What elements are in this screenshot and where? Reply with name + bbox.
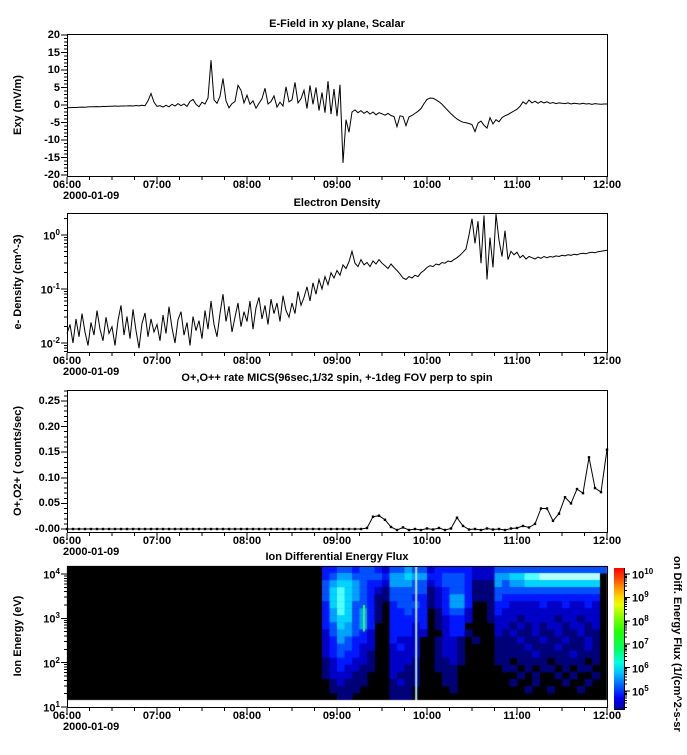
data-marker (348, 528, 350, 530)
x-tick-label: 10:00 (412, 355, 442, 367)
data-marker (600, 491, 602, 493)
data-marker (606, 448, 608, 450)
data-marker (180, 528, 182, 530)
data-marker (318, 528, 320, 530)
data-marker (216, 528, 218, 530)
x-tick-label: 08:00 (232, 535, 262, 547)
panel4-title: Ion Differential Energy Flux (265, 551, 409, 563)
data-marker (168, 528, 170, 530)
efield-trace (67, 60, 607, 163)
panel3-title: O+,O++ rate MICS(96sec,1/32 spin, +-1deg FOV perp to spin (181, 372, 493, 384)
colorbar-tick-label: $10^6$ (632, 660, 649, 676)
data-marker (558, 512, 560, 514)
data-marker (252, 528, 254, 530)
x-tick-label: 09:00 (322, 179, 352, 191)
x-tick-label: 07:00 (142, 710, 172, 722)
data-marker (228, 528, 230, 530)
x-tick-label: 07:00 (142, 355, 172, 367)
data-marker (372, 516, 374, 518)
data-marker (174, 528, 176, 530)
oplus-rate-trace (67, 450, 607, 530)
data-marker (96, 528, 98, 530)
data-marker (276, 528, 278, 530)
panel2-title: Electron Density (293, 197, 381, 209)
data-marker (468, 528, 470, 530)
data-marker (222, 528, 224, 530)
y-tick-label: 20 (47, 29, 60, 41)
x-tick-label: 12:00 (592, 355, 622, 367)
y-tick-label: -0.00 (34, 523, 60, 535)
data-marker (240, 528, 242, 530)
data-marker (90, 528, 92, 530)
x-tick-label: 12:00 (592, 710, 622, 722)
data-marker (516, 527, 518, 529)
panel4-ylabel: Ion Energy (eV) (12, 595, 24, 677)
data-marker (342, 528, 344, 530)
data-marker (186, 528, 188, 530)
data-marker (336, 528, 338, 530)
data-marker (492, 528, 494, 530)
data-marker (534, 523, 536, 525)
data-marker (210, 528, 212, 530)
data-marker (198, 528, 200, 530)
data-marker (474, 528, 476, 530)
data-marker (570, 502, 572, 504)
y-tick-label: 0 (53, 99, 60, 111)
data-marker (498, 528, 500, 530)
y-tick-label: $10^{-1}$ (40, 282, 60, 297)
x-tick-label: 08:00 (232, 179, 262, 191)
data-marker (456, 517, 458, 519)
data-marker (270, 528, 272, 530)
y-tick-label: $10^3$ (43, 611, 60, 626)
data-marker (426, 527, 428, 529)
x-tick-label: 07:00 (142, 179, 172, 191)
y-tick-label: 0.05 (38, 497, 60, 510)
data-marker (150, 528, 152, 530)
colorbar-tick-label: $10^{10}$ (632, 567, 654, 582)
y-tick-label: -5 (50, 116, 60, 129)
data-marker (108, 528, 110, 530)
x-tick-label: 07:00 (142, 535, 172, 547)
y-tick-label: 0.25 (38, 395, 60, 407)
colorbar (614, 568, 624, 709)
data-marker (282, 528, 284, 530)
data-marker (156, 528, 158, 530)
data-marker (540, 507, 542, 509)
data-marker (486, 527, 488, 529)
data-marker (120, 528, 122, 530)
date-label: 2000-01-09 (63, 721, 120, 733)
data-marker (528, 526, 530, 528)
data-marker (414, 528, 416, 530)
y-tick-label: $10^1$ (43, 699, 60, 715)
data-marker (552, 520, 554, 522)
panel1-title: E-Field in xy plane, Scalar (269, 18, 405, 30)
data-marker (444, 529, 446, 531)
data-marker (438, 527, 440, 529)
x-tick-label: 06:00 (52, 710, 82, 722)
x-tick-label: 12:00 (592, 535, 622, 547)
x-tick-label: 11:00 (503, 179, 531, 191)
y-tick-label: 0.10 (38, 471, 60, 484)
x-tick-label: 10:00 (412, 535, 442, 547)
colorbar-tick-label: $10^8$ (632, 613, 649, 629)
data-marker (300, 528, 302, 530)
x-tick-label: 06:00 (52, 179, 82, 191)
data-marker (378, 514, 380, 516)
x-tick-label: 09:00 (322, 355, 352, 367)
data-marker (402, 526, 404, 528)
x-tick-label: 10:00 (412, 710, 442, 722)
data-marker (324, 528, 326, 530)
x-tick-label: 06:00 (52, 535, 82, 547)
x-tick-label: 09:00 (322, 535, 352, 547)
x-tick-label: 06:00 (52, 355, 82, 367)
data-marker (582, 492, 584, 494)
data-marker (390, 526, 392, 528)
y-tick-label: $10^0$ (43, 228, 60, 243)
x-tick-label: 08:00 (232, 355, 262, 367)
data-marker (480, 529, 482, 531)
y-tick-label: 10 (47, 64, 60, 76)
y-tick-label: $10^4$ (43, 567, 60, 582)
x-tick-label: 11:00 (503, 710, 531, 722)
data-marker (594, 487, 596, 489)
data-marker (126, 528, 128, 530)
x-tick-label: 11:00 (503, 355, 531, 367)
y-tick-label: $10^{-2}$ (40, 336, 60, 351)
density-trace (67, 214, 607, 348)
data-marker (450, 527, 452, 529)
data-marker (396, 529, 398, 531)
date-label: 2000-01-09 (63, 366, 120, 378)
data-marker (504, 529, 506, 531)
data-marker (330, 528, 332, 530)
panel3-frame (68, 391, 608, 533)
panel3-ylabel: O+,O2+ ( counts/sec) (12, 405, 24, 517)
data-marker (144, 528, 146, 530)
data-marker (384, 519, 386, 521)
data-marker (546, 507, 548, 509)
y-tick-label: 0.15 (38, 446, 60, 459)
data-marker (576, 488, 578, 490)
colorbar-tick-label: $10^5$ (632, 684, 649, 699)
data-marker (132, 528, 134, 530)
data-marker (204, 528, 206, 530)
panel1-frame (68, 35, 608, 177)
colorbar-tick-label: $10^7$ (632, 637, 649, 652)
y-tick-label: -15 (44, 151, 60, 164)
x-tick-label: 12:00 (592, 179, 622, 191)
data-marker (258, 528, 260, 530)
data-marker (306, 528, 308, 530)
data-marker (462, 525, 464, 527)
y-tick-label: -20 (44, 169, 60, 181)
data-marker (264, 528, 266, 530)
data-marker (354, 528, 356, 530)
y-tick-label: $10^2$ (43, 655, 60, 671)
data-marker (192, 528, 194, 530)
x-tick-label: 09:00 (322, 710, 352, 722)
data-marker (72, 528, 74, 530)
data-marker (78, 528, 80, 530)
date-label: 2000-01-09 (63, 190, 120, 202)
data-marker (366, 527, 368, 529)
panel1-ylabel: Exy (mV/m) (12, 75, 24, 135)
y-tick-label: 15 (47, 46, 60, 59)
x-tick-label: 10:00 (412, 179, 442, 191)
panel4-frame (68, 567, 608, 708)
data-marker (522, 525, 524, 527)
data-marker (162, 528, 164, 530)
data-marker (234, 528, 236, 530)
data-marker (114, 528, 116, 530)
colorbar-label: on Diff. Energy Flux (1/(cm^2-s-sr (671, 556, 683, 732)
data-marker (288, 528, 290, 530)
data-marker (408, 529, 410, 531)
data-marker (294, 528, 296, 530)
data-marker (432, 528, 434, 530)
data-marker (510, 527, 512, 529)
data-marker (246, 528, 248, 530)
data-marker (312, 528, 314, 530)
date-label: 2000-01-09 (63, 546, 120, 558)
data-marker (102, 528, 104, 530)
data-marker (360, 528, 362, 530)
data-marker (564, 496, 566, 498)
data-marker (66, 528, 68, 530)
x-tick-label: 11:00 (503, 535, 531, 547)
colorbar-tick-label: $10^9$ (632, 590, 649, 606)
panel2-ylabel: e- Density (cm^-3) (12, 234, 24, 330)
y-tick-label: 0.20 (38, 420, 60, 433)
x-tick-label: 08:00 (232, 710, 262, 722)
data-marker (138, 528, 140, 530)
y-tick-label: -10 (44, 134, 60, 146)
data-marker (420, 529, 422, 531)
y-tick-label: 5 (53, 81, 60, 94)
data-marker (84, 528, 86, 530)
data-marker (588, 456, 590, 458)
